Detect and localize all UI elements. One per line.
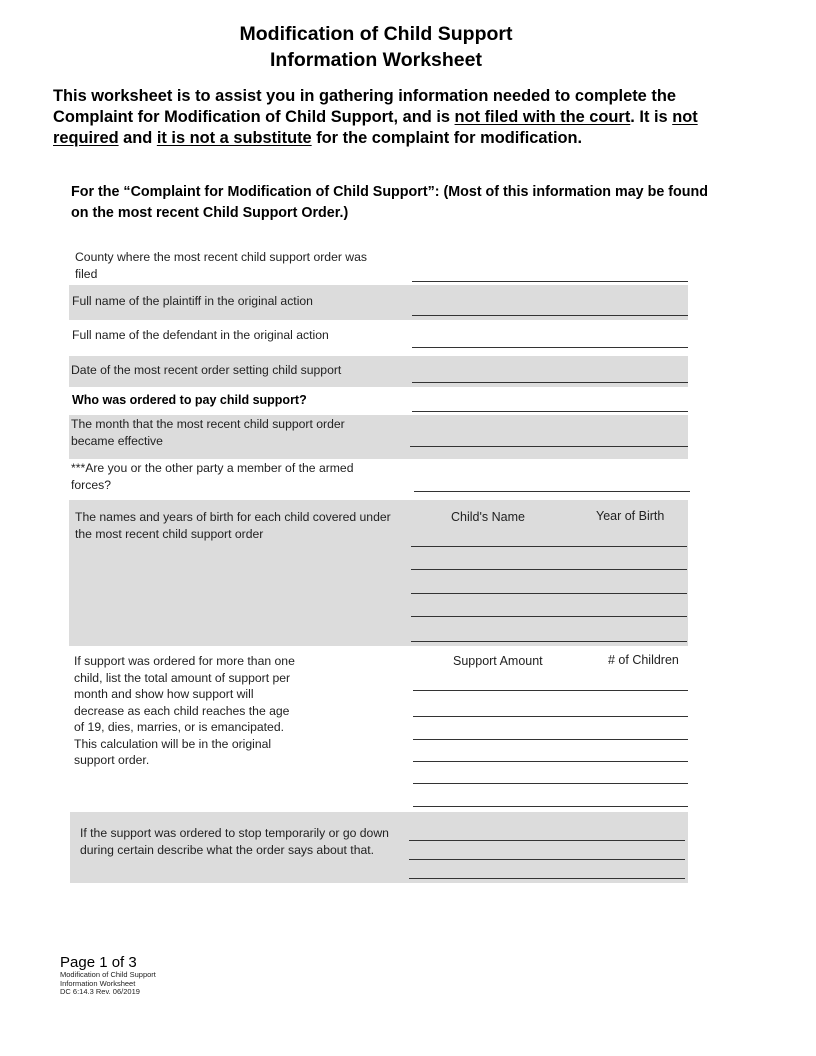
armed-forces-input-line[interactable]	[414, 491, 690, 492]
armed-forces-label: ***Are you or the other party a member of the armed forces?	[71, 461, 354, 492]
who-pays-label: Who was ordered to pay child support?	[72, 393, 307, 407]
defendant-input-line[interactable]	[412, 347, 688, 348]
plaintiff-input-line[interactable]	[412, 315, 688, 316]
page-title-line1: Modification of Child Support	[239, 23, 513, 45]
child-entry-line-5[interactable]	[411, 641, 687, 642]
stop-entry-line-1[interactable]	[409, 840, 685, 841]
support-entry-line-5[interactable]	[413, 783, 688, 784]
support-label: If support was ordered for more than one child, list the total amount of support per month and show how support will decrease as each child reaches the age of 19, dies, marries, or is emancipated. This calculation will be in the original support order.	[74, 654, 295, 767]
county-input-line[interactable]	[412, 281, 688, 282]
intro-not-filed: not filed with the court	[454, 108, 631, 126]
stop-section-label: If the support was ordered to stop temporarily or go down during certain describe what the order says about that.	[80, 826, 389, 857]
support-amount-header: Support Amount	[453, 654, 543, 668]
support-entry-line-4[interactable]	[413, 761, 688, 762]
number-of-children-header: # of Children	[608, 653, 679, 667]
child-entry-line-1[interactable]	[411, 546, 687, 547]
stop-entry-line-3[interactable]	[409, 878, 685, 879]
children-label: The names and years of birth for each child covered under the most recent child support order	[75, 510, 391, 541]
intro-not-required: not required	[53, 108, 698, 147]
order-date-input-line[interactable]	[412, 382, 688, 383]
intro-not-substitute: it is not a substitute	[156, 129, 312, 147]
page-number: Page 1 of 3	[60, 954, 137, 971]
stop-entry-line-2[interactable]	[409, 859, 685, 860]
defendant-label: Full name of the defendant in the original action	[72, 328, 329, 342]
intro-paragraph	[53, 86, 713, 149]
effective-month-label: The month that the most recent child support order became effective	[71, 417, 345, 448]
form-title-line2: Information Worksheet	[60, 978, 136, 988]
intro-text-3: and	[118, 129, 157, 147]
support-entry-line-2[interactable]	[413, 716, 688, 717]
childs-name-header: Child's Name	[451, 510, 525, 524]
order-date-label: Date of the most recent order setting child support	[71, 363, 342, 377]
county-label: County where the most recent child support order was filed	[75, 250, 367, 281]
who-pays-input-line[interactable]	[412, 411, 688, 412]
child-entry-line-3[interactable]	[411, 593, 687, 594]
support-entry-line-1[interactable]	[413, 690, 688, 691]
year-of-birth-header: Year of Birth	[596, 509, 665, 523]
child-entry-line-4[interactable]	[411, 616, 687, 617]
effective-month-input-line[interactable]	[410, 446, 688, 447]
section-subheading: For the “Complaint for Modification of Child Support”: (Most of this information may be found on the most recent Child Support Order.)	[71, 184, 708, 221]
support-entry-line-3[interactable]	[413, 739, 688, 740]
form-title-line1: Modification of Child Support	[60, 970, 156, 979]
page-title-line2: Information Worksheet	[270, 49, 482, 71]
child-entry-line-2[interactable]	[411, 569, 687, 570]
support-entry-line-6[interactable]	[413, 806, 688, 807]
form-number: DC 6:14.3 Rev. 06/2019	[60, 987, 140, 996]
intro-text-2: . It is	[630, 108, 673, 126]
intro-text-1: This worksheet is to assist you in gathering information needed to complete the Complaint for Modification of Child Support, and is	[53, 87, 676, 126]
intro-text-4: for the complaint for modification.	[311, 129, 583, 147]
plaintiff-label: Full name of the plaintiff in the original action	[72, 294, 313, 308]
